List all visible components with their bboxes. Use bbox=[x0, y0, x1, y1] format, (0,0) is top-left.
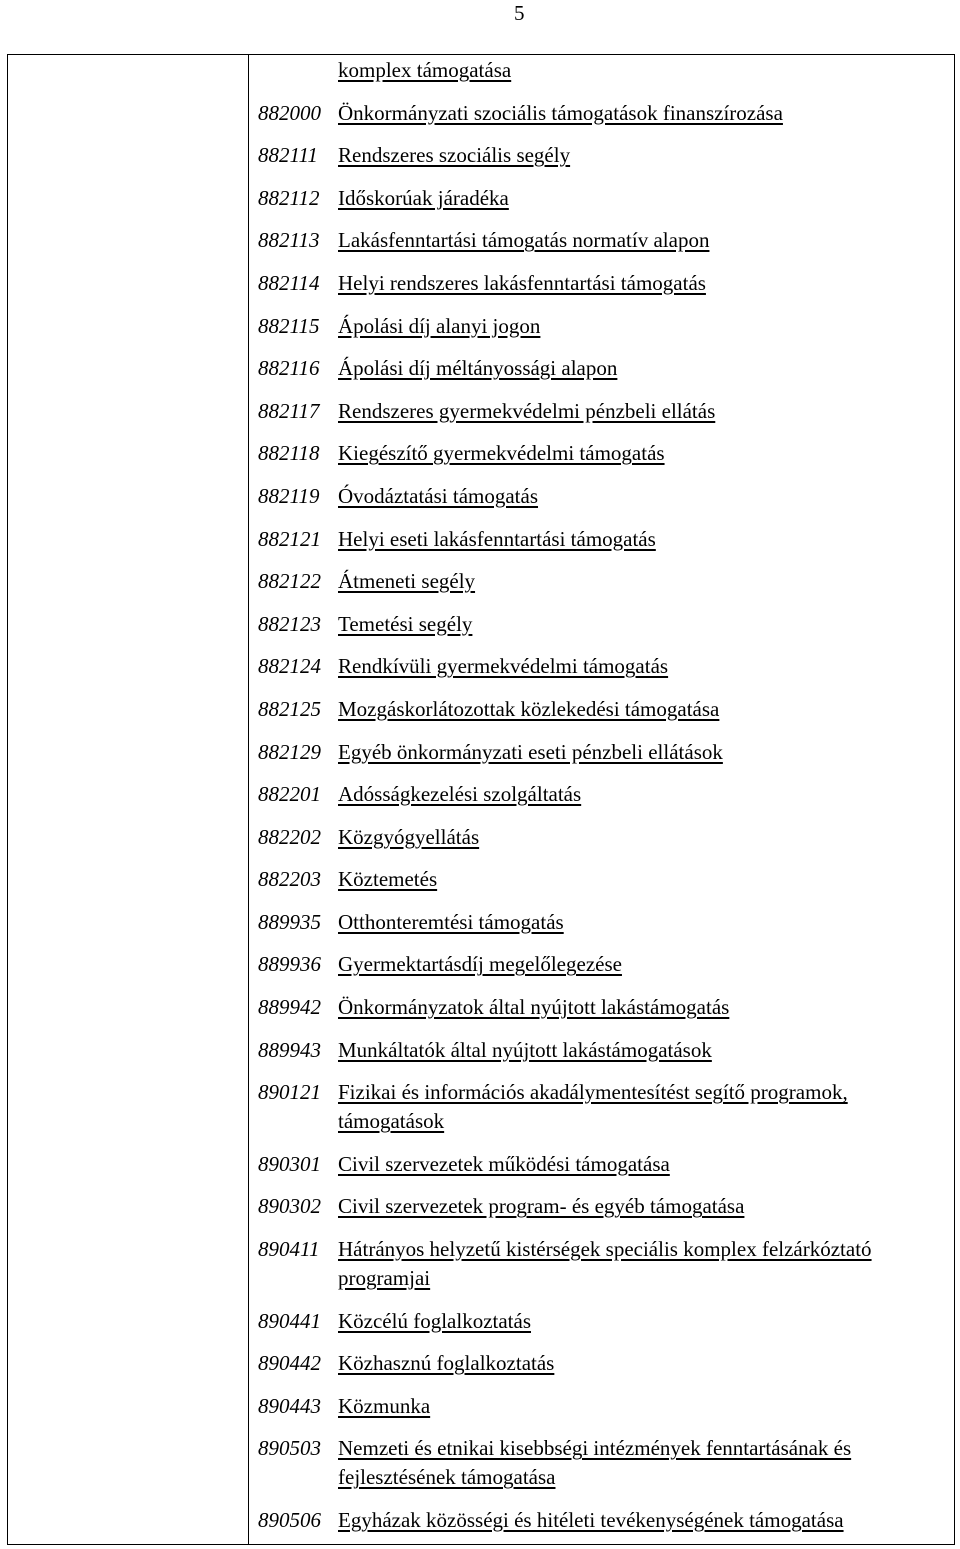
activity-code: 890443 bbox=[258, 1393, 321, 1418]
activity-code: 882114 bbox=[258, 270, 320, 295]
activity-code: 882121 bbox=[258, 526, 321, 551]
list-item bbox=[258, 1192, 948, 1221]
activity-title: Egyéb önkormányzati eseti pénzbeli ellátások bbox=[338, 739, 723, 764]
list-item bbox=[258, 993, 948, 1022]
list-item bbox=[258, 226, 948, 255]
activity-title: Egyházak közösségi és hitéleti tevékenységének támogatása bbox=[338, 1508, 844, 1532]
activity-title: Adósságkezelési szolgáltatás bbox=[338, 782, 582, 807]
activity-title: Köztemetés bbox=[338, 867, 438, 892]
activity-title: Helyi eseti lakásfenntartási támogatás bbox=[338, 526, 656, 551]
list-item bbox=[258, 141, 948, 170]
activity-title: Temetési segély bbox=[338, 611, 473, 636]
activity-title: Lakásfenntartási támogatás normatív alapon bbox=[338, 228, 710, 253]
activity-title: Átmeneti segély bbox=[338, 569, 476, 594]
activity-code: 890503 bbox=[258, 1436, 321, 1461]
list-item bbox=[258, 184, 948, 213]
activity-code: 882125 bbox=[258, 696, 321, 721]
activity-title: Munkáltatók által nyújtott lakástámogatások bbox=[338, 1037, 712, 1062]
activity-code: 882115 bbox=[258, 313, 320, 338]
activity-title: Ápolási díj alanyi jogon bbox=[338, 313, 541, 338]
activity-code: 890302 bbox=[258, 1194, 321, 1219]
list-item bbox=[258, 1235, 948, 1293]
list-item bbox=[258, 695, 948, 724]
list-item bbox=[258, 354, 948, 383]
activity-code: 889936 bbox=[258, 952, 321, 977]
list-item bbox=[258, 652, 948, 681]
list-item bbox=[258, 439, 948, 468]
activity-title: Ápolási díj méltányossági alapon bbox=[338, 356, 618, 381]
list-item bbox=[258, 1307, 948, 1336]
list-item bbox=[258, 610, 948, 639]
activity-title: Kiegészítő gyermekvédelmi támogatás bbox=[338, 441, 665, 466]
list-item bbox=[258, 908, 948, 937]
list-item bbox=[258, 1349, 948, 1378]
activity-code: 882203 bbox=[258, 867, 321, 892]
activity-title: Önkormányzati szociális támogatások finanszírozása bbox=[338, 100, 783, 125]
list-item bbox=[258, 1036, 948, 1065]
activity-title: Civil szervezetek működési támogatása bbox=[338, 1151, 670, 1176]
list-item bbox=[258, 567, 948, 596]
activity-title: Közcélú foglalkoztatás bbox=[338, 1308, 531, 1333]
activity-code: 882113 bbox=[258, 228, 320, 253]
list-item bbox=[258, 1506, 948, 1535]
activity-title: Helyi rendszeres lakásfenntartási támogatás bbox=[338, 270, 706, 295]
activity-title: Nemzeti és etnikai kisebbségi intézmények fenntartásának és fejlesztésének támogatása bbox=[338, 1436, 852, 1490]
activity-title: Közmunka bbox=[338, 1393, 431, 1418]
activity-title: Otthonteremtési támogatás bbox=[338, 909, 564, 934]
list-item bbox=[258, 1150, 948, 1179]
activity-code: 882122 bbox=[258, 569, 321, 594]
activity-code: 890301 bbox=[258, 1151, 321, 1176]
activity-code: 882000 bbox=[258, 100, 321, 125]
activity-code: 882129 bbox=[258, 739, 321, 764]
activity-code: 882202 bbox=[258, 824, 321, 849]
activity-title: Közgyógyellátás bbox=[338, 824, 480, 849]
activity-title: Fizikai és információs akadálymentesítést segítő programok, támogatások bbox=[338, 1080, 848, 1134]
activity-code: 889943 bbox=[258, 1037, 321, 1062]
activity-code: 882117 bbox=[258, 398, 320, 423]
activity-title: Rendszeres gyermekvédelmi pénzbeli ellátás bbox=[338, 398, 716, 423]
activity-code: 882118 bbox=[258, 441, 320, 466]
activity-code: 890506 bbox=[258, 1508, 321, 1532]
activity-code: 882123 bbox=[258, 611, 321, 636]
list-item bbox=[258, 780, 948, 809]
column-divider bbox=[248, 54, 249, 1545]
activity-code: 890442 bbox=[258, 1351, 321, 1376]
activity-code: 890121 bbox=[258, 1080, 321, 1105]
activity-title: Rendszeres szociális segély bbox=[338, 143, 571, 168]
page-number: 5 bbox=[514, 1, 525, 25]
activity-code: 882116 bbox=[258, 356, 320, 381]
activity-code: 882201 bbox=[258, 782, 321, 807]
activity-title: Gyermektartásdíj megelőlegezése bbox=[338, 952, 622, 977]
activity-title: Civil szervezetek program- és egyéb támogatása bbox=[338, 1194, 745, 1219]
activity-title: Hátrányos helyzetű kistérségek speciális komplex felzárkóztató programjai bbox=[338, 1237, 872, 1291]
list-item bbox=[258, 1078, 948, 1136]
list-item bbox=[258, 312, 948, 341]
activity-title: Közhasznú foglalkoztatás bbox=[338, 1351, 555, 1376]
list-item bbox=[258, 525, 948, 554]
list-item bbox=[258, 823, 948, 852]
activity-title: Rendkívüli gyermekvédelmi támogatás bbox=[338, 654, 669, 679]
activity-title: Mozgáskorlátozottak közlekedési támogatása bbox=[338, 696, 720, 721]
list-item bbox=[258, 738, 948, 767]
list-item bbox=[258, 56, 948, 85]
activity-title: Önkormányzatok által nyújtott lakástámogatás bbox=[338, 995, 730, 1020]
activity-title: Időskorúak járadéka bbox=[338, 185, 509, 210]
list-item bbox=[258, 1434, 948, 1492]
activity-code: 889935 bbox=[258, 909, 321, 934]
activity-code: 890441 bbox=[258, 1308, 321, 1333]
activity-code-list bbox=[258, 56, 948, 1549]
activity-code: 882124 bbox=[258, 654, 321, 679]
list-item bbox=[258, 1392, 948, 1421]
list-item bbox=[258, 99, 948, 128]
list-item bbox=[258, 865, 948, 894]
activity-code: 882111 bbox=[258, 143, 318, 168]
activity-code: 890411 bbox=[258, 1237, 320, 1262]
list-item bbox=[258, 269, 948, 298]
activity-code: 889942 bbox=[258, 995, 321, 1020]
list-item bbox=[258, 397, 948, 426]
activity-title: Óvodáztatási támogatás bbox=[338, 483, 539, 508]
list-item bbox=[258, 950, 948, 979]
list-item bbox=[258, 482, 948, 511]
activity-code: 882119 bbox=[258, 483, 320, 508]
activity-title: komplex támogatása bbox=[338, 58, 512, 82]
activity-code: 882112 bbox=[258, 185, 320, 210]
